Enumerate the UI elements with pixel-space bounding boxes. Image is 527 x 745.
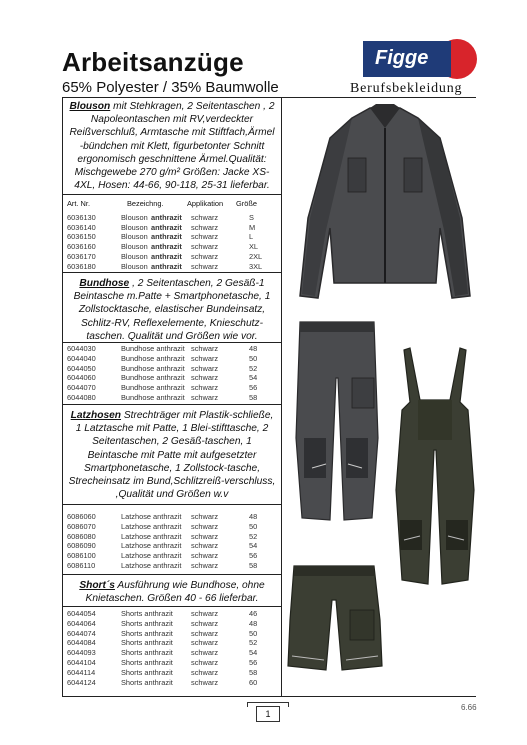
cell-art-nr: 6044054: [67, 609, 96, 618]
latzhose-section: [63, 409, 281, 501]
cell-art-nr: 6086080: [67, 531, 96, 541]
cell-art-nr: 6044030: [67, 344, 96, 353]
cell-applikation: schwarz: [191, 609, 219, 618]
table-row: [63, 364, 281, 374]
cell-art-nr: 6044093: [67, 648, 96, 658]
cell-applikation: schwarz: [191, 638, 219, 648]
cell-applikation: schwarz: [191, 648, 219, 658]
bundhose-table: [63, 344, 281, 403]
cell-applikation: schwarz: [191, 531, 219, 541]
separator: [63, 606, 281, 607]
blouson-table: [63, 199, 281, 272]
cell-applikation: schwarz: [191, 212, 219, 222]
blouson-image: [290, 98, 480, 308]
header-art-nr: Art. Nr.: [67, 199, 90, 208]
cell-bezeichnung: Blouson: [121, 261, 148, 271]
cell-farbe: anthrazit: [151, 242, 182, 252]
cell-art-nr: 6086110: [67, 560, 96, 570]
bundhose-image: [292, 318, 382, 528]
cell-groesse: S: [249, 212, 254, 222]
cell-groesse: 54: [249, 373, 258, 383]
header-groesse: Größe: [236, 199, 257, 208]
cell-art-nr: 6036140: [67, 222, 96, 232]
cell-applikation: schwarz: [191, 521, 219, 531]
table-row: [63, 223, 281, 233]
bottom-rule: [62, 696, 476, 697]
cell-bezeichnung: Bundhose anthrazit: [121, 353, 185, 363]
cell-art-nr: 6036130: [67, 212, 96, 222]
cell-art-nr: 6086090: [67, 541, 96, 551]
cell-bezeichnung: Latzhose anthrazit: [121, 531, 182, 541]
table-row: [63, 383, 281, 393]
cell-applikation: schwarz: [191, 373, 219, 383]
cell-groesse: 50: [249, 353, 258, 363]
cell-groesse: 52: [249, 363, 258, 373]
cell-applikation: schwarz: [191, 232, 219, 242]
cell-groesse: 58: [249, 560, 258, 570]
product-column: [62, 98, 282, 696]
cell-applikation: schwarz: [191, 261, 219, 271]
separator: [63, 574, 281, 575]
cell-art-nr: 6044080: [67, 392, 96, 402]
cell-applikation: schwarz: [191, 628, 219, 638]
cell-bezeichnung: Latzhose anthrazit: [121, 551, 182, 561]
cell-art-nr: 6044060: [67, 373, 96, 383]
cell-art-nr: 6036150: [67, 232, 96, 242]
blouson-name: Blouson: [69, 101, 111, 112]
latzhose-desc-text: Strechträger mit Plastik-schließe, 1 Latztasche mit Patte, 1 Blei-stifttasche, 2 Seitentaschen, 2 Gesäß-taschen, 1 Beintasche mit Patte mit aufgesetzter Smartphonetasche, 1 Zollstock-tasche, Strecheinsatz im Bund,Schlitzreiß-verschluss, ,Qualität und Größen w.v: [68, 410, 276, 501]
latzhose-image: [390, 340, 480, 590]
cell-art-nr: 6044064: [67, 618, 96, 628]
table-row: [63, 668, 281, 678]
cell-groesse: 58: [249, 392, 258, 402]
table-row: [63, 522, 281, 532]
cell-groesse: 46: [249, 609, 258, 618]
cell-art-nr: 6044104: [67, 657, 96, 667]
header-applikation: Applikation: [187, 199, 224, 208]
table-row: [63, 541, 281, 551]
shorts-image: [284, 560, 384, 680]
cell-groesse: L: [249, 232, 254, 242]
shorts-table: [63, 609, 281, 687]
page-subtitle: 65% Polyester / 35% Baumwolle: [62, 79, 279, 96]
cell-applikation: schwarz: [191, 353, 219, 363]
cell-applikation: schwarz: [191, 657, 219, 667]
table-row: [63, 232, 281, 242]
page-number: 1: [256, 706, 280, 722]
cell-groesse: 48: [249, 512, 258, 521]
cell-applikation: schwarz: [191, 618, 219, 628]
cell-groesse: 3XL: [249, 261, 263, 271]
separator: [63, 272, 281, 273]
cell-applikation: schwarz: [191, 363, 219, 373]
table-header-row: [63, 199, 281, 209]
table-row: [63, 648, 281, 658]
table-row: [63, 213, 281, 223]
logo-text: Figge: [375, 47, 429, 69]
table-row: [63, 242, 281, 252]
cell-bezeichnung: Bundhose anthrazit: [121, 383, 185, 393]
cell-bezeichnung: Bundhose anthrazit: [121, 373, 185, 383]
cell-art-nr: 6044050: [67, 363, 96, 373]
cell-art-nr: 6044124: [67, 677, 96, 687]
table-row: [63, 609, 281, 619]
cell-groesse: M: [249, 222, 256, 232]
cell-bezeichnung: Bundhose anthrazit: [121, 363, 185, 373]
cell-groesse: 56: [249, 383, 258, 393]
blouson-section: [63, 100, 281, 192]
table-row: [63, 629, 281, 639]
cell-groesse: 58: [249, 667, 258, 677]
cell-applikation: schwarz: [191, 222, 219, 232]
blouson-desc-text: mit Stehkragen, 2 Seitentaschen , 2 Napoleontaschen mit RV,verdeckter Reißverschluß, Armtasche mit Stiftfach,Ärmel -bündchen mit Klett, figurbetonter Schnitt ergonomisch geschnittene Ärmel.Qualität: Mischgewebe 270 g/m² Größen: Jacke XS-4XL, Hosen: 44-66, 90-118, 25-31 lieferbar.: [69, 101, 275, 192]
page-reference: 6.66: [461, 703, 477, 712]
cell-bezeichnung: Blouson: [121, 232, 148, 242]
cell-art-nr: 6036170: [67, 251, 96, 261]
cell-farbe: anthrazit: [151, 222, 182, 232]
brand-logo: [363, 39, 477, 79]
cell-groesse: 48: [249, 344, 258, 353]
cell-applikation: schwarz: [191, 512, 219, 521]
cell-bezeichnung: Blouson: [121, 251, 148, 261]
cell-applikation: schwarz: [191, 392, 219, 402]
cell-art-nr: 6044074: [67, 628, 96, 638]
shorts-section: [63, 579, 281, 605]
blouson-rows: [63, 213, 281, 272]
cell-groesse: 52: [249, 531, 258, 541]
separator: [63, 404, 281, 405]
cell-art-nr: 6086100: [67, 551, 96, 561]
table-row: [63, 678, 281, 688]
cell-applikation: schwarz: [191, 667, 219, 677]
latzhose-name: Latzhosen: [70, 410, 122, 421]
cell-bezeichnung: Latzhose anthrazit: [121, 560, 182, 570]
separator: [63, 194, 281, 195]
cell-bezeichnung: Bundhose anthrazit: [121, 344, 185, 353]
table-row: [63, 252, 281, 262]
cell-groesse: 50: [249, 521, 258, 531]
table-row: [63, 262, 281, 272]
cell-bezeichnung: Shorts anthrazit: [121, 628, 173, 638]
table-row: [63, 619, 281, 629]
cell-bezeichnung: Shorts anthrazit: [121, 648, 173, 658]
table-row: [63, 561, 281, 571]
cell-groesse: 60: [249, 677, 258, 687]
brand-subtitle: Berufsbekleidung: [350, 81, 463, 96]
cell-applikation: schwarz: [191, 677, 219, 687]
cell-bezeichnung: Shorts anthrazit: [121, 667, 173, 677]
cell-bezeichnung: Shorts anthrazit: [121, 609, 173, 618]
separator: [63, 342, 281, 343]
cell-art-nr: 6044040: [67, 353, 96, 363]
cell-art-nr: 6086070: [67, 521, 96, 531]
cell-bezeichnung: Shorts anthrazit: [121, 657, 173, 667]
cell-groesse: XL: [249, 242, 259, 252]
table-row: [63, 393, 281, 403]
table-row: [63, 344, 281, 354]
cell-art-nr: 6044084: [67, 638, 96, 648]
cell-groesse: 50: [249, 628, 258, 638]
bundhose-section: [63, 277, 281, 343]
cell-farbe: anthrazit: [151, 261, 182, 271]
cell-art-nr: 6044114: [67, 667, 96, 677]
cell-bezeichnung: Latzhose anthrazit: [121, 512, 182, 521]
logo-box-shape: [363, 41, 451, 77]
table-row: [63, 512, 281, 522]
latzhose-table: [63, 512, 281, 571]
cell-applikation: schwarz: [191, 383, 219, 393]
cell-groesse: 56: [249, 657, 258, 667]
cell-applikation: schwarz: [191, 242, 219, 252]
latzhose-description: [63, 409, 281, 501]
shorts-name: Short´s: [79, 580, 115, 591]
shorts-description: [63, 579, 281, 605]
cell-bezeichnung: Blouson: [121, 222, 148, 232]
cell-farbe: anthrazit: [151, 232, 182, 242]
cell-applikation: schwarz: [191, 541, 219, 551]
cell-groesse: 52: [249, 638, 258, 648]
cell-art-nr: 6086060: [67, 512, 96, 521]
cell-bezeichnung: Shorts anthrazit: [121, 638, 173, 648]
cell-art-nr: 6036160: [67, 242, 96, 252]
cell-bezeichnung: Shorts anthrazit: [121, 677, 173, 687]
cell-art-nr: 6044070: [67, 383, 96, 393]
table-row: [63, 532, 281, 542]
cell-groesse: 2XL: [249, 251, 263, 261]
cell-applikation: schwarz: [191, 560, 219, 570]
table-row: [63, 638, 281, 648]
separator: [63, 504, 281, 505]
cell-bezeichnung: Latzhose anthrazit: [121, 541, 182, 551]
cell-groesse: 54: [249, 541, 258, 551]
cell-applikation: schwarz: [191, 551, 219, 561]
cell-bezeichnung: Shorts anthrazit: [121, 618, 173, 628]
table-row: [63, 373, 281, 383]
bundhose-name: Bundhose: [79, 278, 130, 289]
page-title: Arbeitsanzüge: [62, 47, 244, 77]
blouson-description: [63, 100, 281, 192]
cell-bezeichnung: Blouson: [121, 212, 148, 222]
cell-farbe: anthrazit: [151, 212, 182, 222]
cell-applikation: schwarz: [191, 344, 219, 353]
bundhose-description: [63, 277, 281, 343]
cell-applikation: schwarz: [191, 251, 219, 261]
header-bezeichnung: Bezeichng.: [127, 199, 164, 208]
table-row: [63, 551, 281, 561]
cell-groesse: 56: [249, 551, 258, 561]
table-row: [63, 658, 281, 668]
table-row: [63, 354, 281, 364]
cell-farbe: anthrazit: [151, 251, 182, 261]
cell-bezeichnung: Bundhose anthrazit: [121, 392, 185, 402]
cell-bezeichnung: Latzhose anthrazit: [121, 521, 182, 531]
cell-art-nr: 6036180: [67, 261, 96, 271]
shorts-desc-text: Ausführung wie Bundhose, ohne Knietaschen. Größen 40 - 66 lieferbar.: [85, 580, 265, 605]
bundhose-desc-text: , 2 Seitentaschen, 2 Gesäß-1 Beintasche m.Patte + Smartphonetasche, 1 Zollstocktasche, elastischer Bundeinsatz, Schlitz-RV, Reflexelemente, Knieschutz-taschen. Qualität und Größen wie vor.: [73, 278, 271, 342]
cell-bezeichnung: Blouson: [121, 242, 148, 252]
cell-groesse: 48: [249, 618, 258, 628]
cell-groesse: 54: [249, 648, 258, 658]
